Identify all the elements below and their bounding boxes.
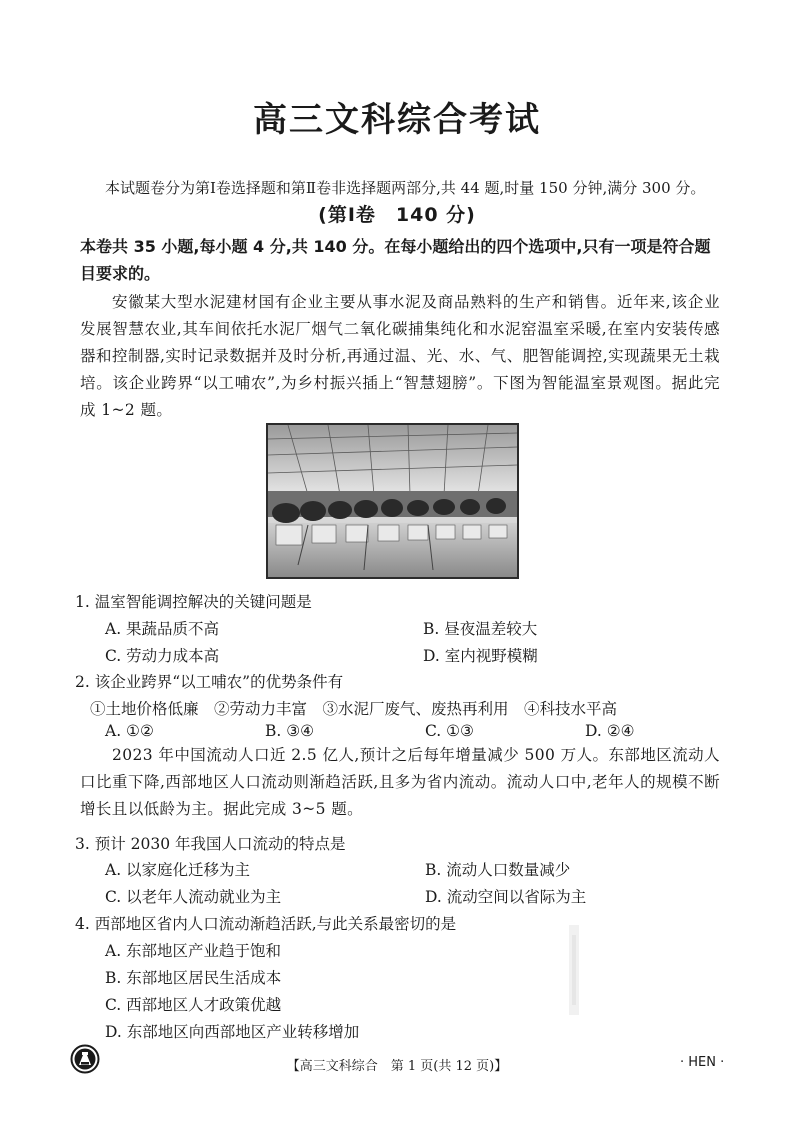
question-3-option-d: D. 流动空间以省际为主 (425, 888, 587, 906)
question-2-option-a: A. ①② (105, 722, 154, 740)
exam-intro: 本试题卷分为第Ⅰ卷选择题和第Ⅱ卷非选择题两部分,共 44 题,时量 150 分钟,满分 300 分。 (105, 179, 706, 197)
question-1-stem: 1. 温室智能调控解决的关键问题是 (75, 593, 312, 611)
question-2-option-d: D. ②④ (585, 722, 635, 740)
footer-code: · HEN · (680, 1055, 725, 1070)
passage-1: 安徽某大型水泥建材国有企业主要从事水泥及商品熟料的生产和销售。近年来,该企业发展智慧农业,其车间依托水泥厂烟气二氧化碳捕集纯化和水泥窑温室采暖,在室内安装传感器和控制器,实时记录数据并及时分析,再通过温、光、水、气、肥智能调控,实现蔬果无土栽培。该企业跨界“以工哺农”,为乡村振兴插上“智慧翅膀”。下图为智能温室景观图。据此完成 1~2 题。 (80, 293, 720, 419)
section-title: (第Ⅰ卷 140 分) (318, 204, 476, 226)
question-1-option-b: B. 昼夜温差较大 (423, 620, 538, 638)
question-4-option-d: D. 东部地区向西部地区产业转移增加 (105, 1023, 360, 1041)
question-2-option-c: C. ①③ (425, 722, 474, 740)
greenhouse-image (268, 425, 517, 577)
page-title: 高三文科综合考试 (253, 100, 541, 140)
passage-2: 2023 年中国流动人口近 2.5 亿人,预计之后每年增量减少 500 万人。东部地区流动人口比重下降,西部地区人口流动则渐趋活跃,且多为省内流动。流动人口中,老年人的规模不断增长且以低龄为主。据此完成 3~5 题。 (80, 746, 720, 818)
question-1-option-a: A. 果蔬品质不高 (105, 620, 220, 638)
page-footer: 【高三文科综合 第 1 页(共 12 页)】 (286, 1059, 508, 1074)
question-4-stem: 4. 西部地区省内人口流动渐趋活跃,与此关系最密切的是 (75, 915, 457, 933)
question-3-option-a: A. 以家庭化迁移为主 (105, 861, 251, 879)
question-2-items: ①土地价格低廉 ②劳动力丰富 ③水泥厂废气、废热再利用 ④科技水平高 (90, 700, 618, 718)
question-4-option-a: A. 东部地区产业趋于饱和 (105, 942, 282, 960)
section-instructions: 本卷共 35 小题,每小题 4 分,共 140 分。在每小题给出的四个选项中,只有一项是符合题目要求的。 (80, 237, 711, 283)
question-4-option-b: B. 东部地区居民生活成本 (105, 969, 282, 987)
scan-artifact (563, 925, 585, 1015)
question-3-stem: 3. 预计 2030 年我国人口流动的特点是 (75, 835, 346, 853)
question-3-option-c: C. 以老年人流动就业为主 (105, 888, 282, 906)
greenhouse-photo (266, 423, 519, 579)
question-2-stem: 2. 该企业跨界“以工哺农”的优势条件有 (75, 673, 344, 691)
question-3-option-b: B. 流动人口数量减少 (425, 861, 571, 879)
question-1-option-d: D. 室内视野模糊 (423, 647, 538, 665)
question-2-option-b: B. ③④ (265, 722, 315, 740)
question-4-option-c: C. 西部地区人才政策优越 (105, 996, 282, 1014)
question-1-option-c: C. 劳动力成本高 (105, 647, 220, 665)
